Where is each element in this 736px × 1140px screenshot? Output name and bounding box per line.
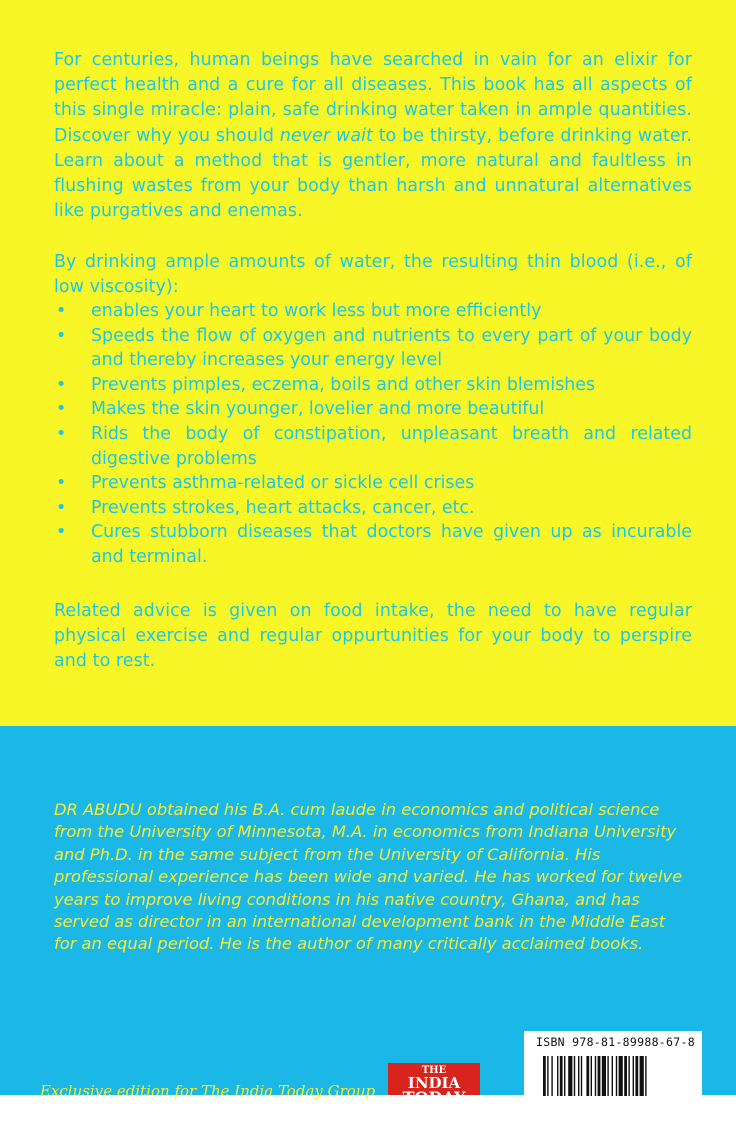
lead-in-paragraph bbox=[54, 250, 692, 300]
bullet-icon: • bbox=[56, 522, 67, 543]
list-item: • Rids the body of constipation, unpleasant breath and related digestive problems bbox=[56, 423, 692, 469]
list-item: • Speeds the flow of oxygen and nutrients to every part of your body and thereby increases your energy level bbox=[56, 325, 692, 371]
benefits-list bbox=[54, 299, 692, 570]
list-item: • Prevents asthma-related or sickle cell crises bbox=[54, 471, 692, 496]
list-item: • enables your heart to work less but more efficiently bbox=[54, 299, 692, 324]
list-item: • Cures stubborn diseases that doctors have given up as incurable and terminal. bbox=[56, 522, 692, 567]
bullet-icon: • bbox=[56, 301, 67, 321]
closing-text: Related advice is given on food intake, the need to have regular physical exercise and regular oppurtunities for your body to perspire and to rest. bbox=[54, 601, 692, 672]
logo-line-2: INDIA bbox=[407, 1074, 461, 1092]
bullet-icon: • bbox=[56, 399, 67, 420]
lead-in-text: By drinking ample amounts of water, the resulting thin blood (i.e., of low viscosity): bbox=[54, 252, 692, 298]
bullet-icon: • bbox=[56, 423, 67, 444]
publisher-logo bbox=[388, 1063, 480, 1107]
isbn-label bbox=[524, 1031, 702, 1095]
author-bio: DR ABUDU obtained his B.A. cum laude in economics and political science from the University of Minnesota, M.A. in economics from Indiana University and Ph.D. in the same subject from the University of California. His professional experience has been wide and varied. He has worked for twelve years to improve living conditions in his native country, Ghana, and has served as director in an international development bank in the Middle East for an equal period. He is the author of many critically acclaimed books. bbox=[54, 800, 683, 954]
list-item: • Prevents strokes, heart attacks, cancer, etc. bbox=[54, 496, 692, 521]
list-item: • Prevents pimples, eczema, boils and other skin blemishes bbox=[54, 373, 692, 398]
logo-line-1: THE bbox=[421, 1065, 447, 1076]
barcode-icon bbox=[543, 1056, 693, 1096]
logo-line-3: TODAY bbox=[402, 1088, 466, 1107]
bullet-icon: • bbox=[56, 374, 67, 395]
bullet-icon: • bbox=[56, 325, 67, 346]
intro-paragraph bbox=[54, 48, 692, 224]
bullet-icon: • bbox=[56, 497, 67, 518]
intro-text-start: For centuries, human beings have searched in vain for an elixir for perfect health and a cure for all diseases. This book has all aspects of this single miracle: plain, safe drinking water taken in ample quantities. Discover why you should bbox=[54, 50, 692, 146]
closing-paragraph bbox=[54, 599, 692, 675]
isbn-number: ISBN 978-81-89988-67-8 bbox=[536, 1035, 695, 1049]
list-item: • Makes the skin younger, lovelier and more beautiful bbox=[54, 397, 692, 422]
intro-text-end: to be thirsty, before drinking water. Learn about a method that is gentler, more natural and faultless in flushing wastes from your body than harsh and unnatural alternatives like purgatives and enemas. bbox=[54, 125, 692, 222]
bullet-icon: • bbox=[56, 473, 67, 494]
intro-emphasis: never wait bbox=[279, 125, 373, 146]
edition-note: Exclusive edition for The India Today Group bbox=[40, 1082, 376, 1100]
